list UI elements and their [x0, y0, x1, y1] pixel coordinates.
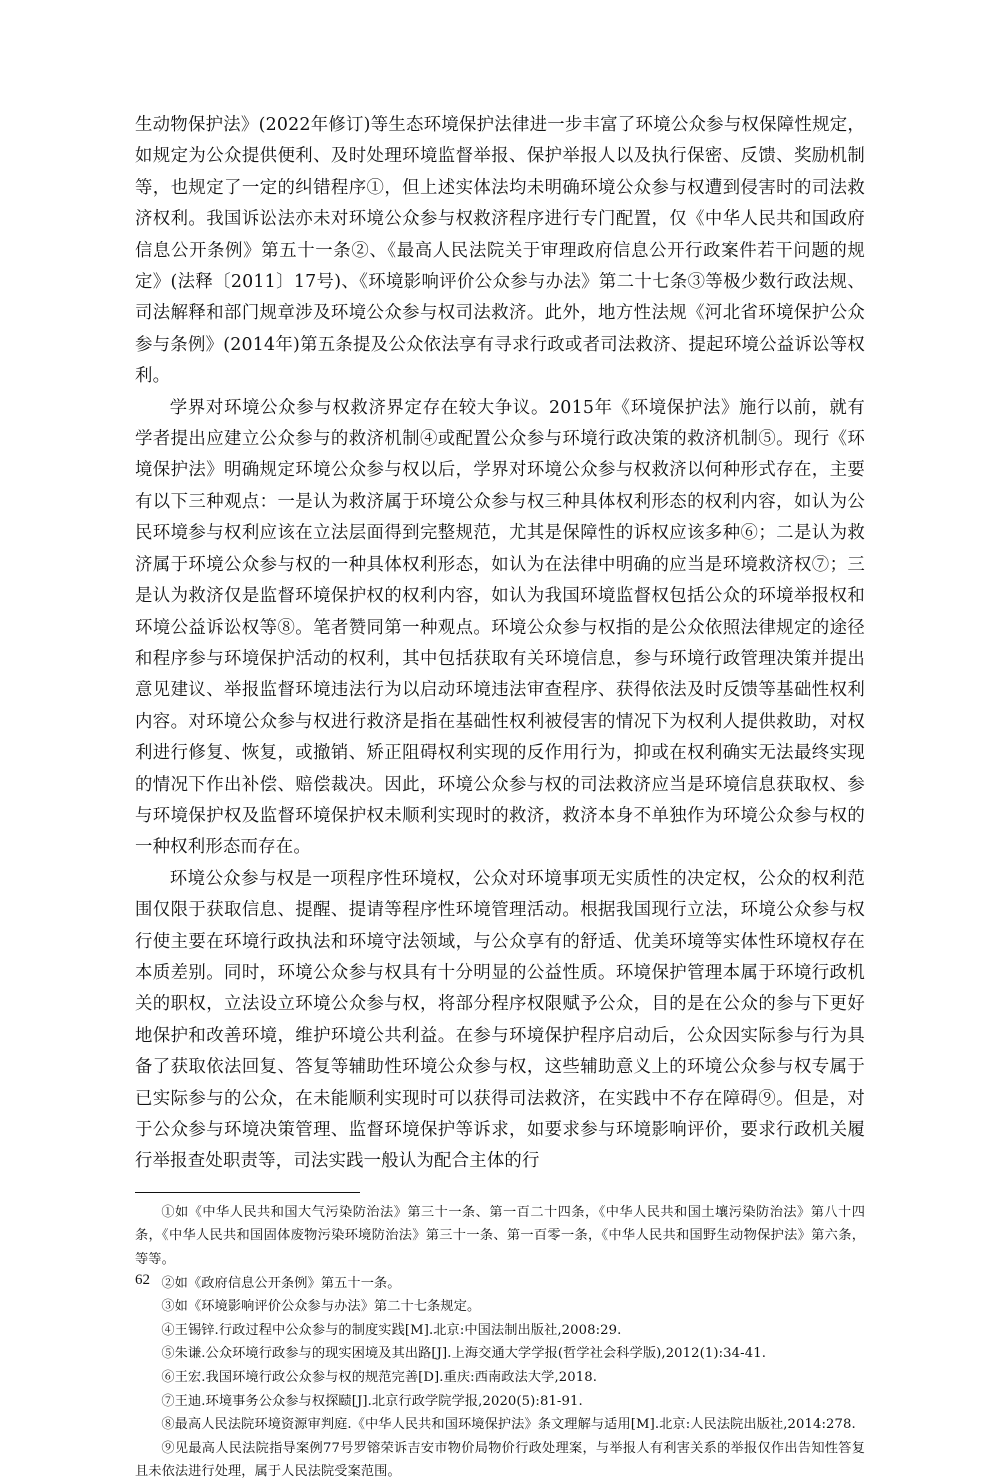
footnote-item: ②如《政府信息公开条例》第五十一条。 — [161, 1275, 401, 1291]
footnote-item: ④王锡锌.行政过程中公众参与的制度实践[M].北京:中国法制出版社,2008:29. — [161, 1322, 622, 1338]
paragraph-1: 生动物保护法》(2022年修订)等生态环境保护法律进一步丰富了环境公众参与权保障性规定，如规定为公众提供便利、及时处理环境监督举报、保护举报人以及执行保密、反馈、奖励机制等，也规定了一定的纠错程序①，但上述实体法均未明确环境公众参与权遭到侵害时的司法救济权利。我国诉讼法亦未对环境公众参与权救济程序进行专门配置，仅《中华人民共和国政府信息公开条例》第五十一条②、《最高人民法院关于审理政府信息公开行政案件若干问题的规定》(法释〔2011〕17号)、《环境影响评价公众参与办法》第二十七条③等极少数行政法规、司法解释和部门规章涉及环境公众参与权司法救济。此外，地方性法规《河北省环境保护公众参与条例》(2014年)第五条提及公众依法享有寻求行政或者司法救济、提起环境公益诉讼等权利。 — [135, 115, 865, 387]
paragraph-3: 环境公众参与权是一项程序性环境权，公众对环境事项无实质性的决定权，公众的权利范围仅限于获取信息、提醒、提请等程序性环境管理活动。根据我国现行立法，环境公众参与权行使主要在环境行政执法和环境守法领域，与公众享有的舒适、优美环境等实体性环境权存在本质差别。同时，环境公众参与权具有十分明显的公益性质。环境保护管理本属于环境行政机关的职权，立法设立环境公众参与权，将部分程序权限赋予公众，目的是在公众的参与下更好地保护和改善环境，维护环境公共利益。在参与环境保护程序启动后，公众因实际参与行为具备了获取依法回复、答复等辅助性环境公众参与权，这些辅助意义上的环境公众参与权专属于已实际参与的公众，在未能顺利实现时可以获得司法救济，在实践中不存在障碍⑨。但是，对于公众参与环境决策管理、监督环境保护等诉求，如要求参与环境影响评价，要求行政机关履行举报查处职责等，司法实践一般认为配合主体的行 — [135, 868, 865, 1172]
footnote-item: ⑧最高人民法院环境资源审判庭.《中华人民共和国环境保护法》条文理解与适用[M].北京:人民法院出版社,2014:278. — [161, 1417, 856, 1433]
footnote-separator-rule — [135, 1192, 360, 1193]
footnote-item: ①如《中华人民共和国大气污染防治法》第三十一条、第一百二十四条，《中华人民共和国土壤污染防治法》第八十四条，《中华人民共和国固体废物污染环境防治法》第三十一条、第一百零一条，《中华人民共和国野生动物保护法》第六条，等等。 — [135, 1204, 865, 1267]
page-number: 62 — [135, 1272, 150, 1288]
footnote-item: ⑨见最高人民法院指导案例77号罗镕荣诉吉安市物价局物价行政处理案，与举报人有利害关系的举报仅作出告知性答复且未依法进行处理，属于人民法院受案范围。 — [135, 1440, 865, 1480]
body-text-block — [135, 110, 865, 1178]
footnote-item: ⑤朱谦.公众环境行政参与的现实困境及其出路[J].上海交通大学学报(哲学社会科学版),2012(1):34-41. — [161, 1346, 766, 1362]
footnote-item: ⑥王宏.我国环境行政公众参与权的规范完善[D].重庆:西南政法大学,2018. — [161, 1369, 597, 1385]
paragraph-2: 学界对环境公众参与权救济界定存在较大争议。2015年《环境保护法》施行以前，就有学者提出应建立公众参与的救济机制④或配置公众参与环境行政决策的救济机制⑤。现行《环境保护法》明确规定环境公众参与权以后，学界对环境公众参与权救济以何种形式存在，主要有以下三种观点：一是认为救济属于环境公众参与权三种具体权利形态的权利内容，如认为公民环境参与权利应该在立法层面得到完整规范，尤其是保障性的诉权应该多种⑥；二是认为救济属于环境公众参与权的一种具体权利形态，如认为在法律中明确的应当是环境救济权⑦；三是认为救济仅是监督环境保护权的权利内容，如认为我国环境监督权包括公众的环境举报权和环境公益诉讼权等⑧。笔者赞同第一种观点。环境公众参与权指的是公众依照法律规定的途径和程序参与环境保护活动的权利，其中包括获取有关环境信息，参与环境行政管理决策并提出意见建议、举报监督环境违法行为以启动环境违法审查程序、获得依法及时反馈等基础性权利内容。对环境公众参与权进行救济是指在基础性权利被侵害的情况下为权利人提供救助，对权利进行修复、恢复，或撤销、矫正阻碍权利实现的反作用行为，抑或在权利确实无法最终实现的情况下作出补偿、赔偿裁决。因此，环境公众参与权的司法救济应当是环境信息获取权、参与环境保护权及监督环境保护权未顺利实现时的救济，救济本身不单独作为环境公众参与权的一种权利形态而存在。 — [135, 397, 865, 858]
footnote-item: ③如《环境影响评价公众参与办法》第二十七条规定。 — [161, 1299, 481, 1315]
footnotes-block — [135, 1201, 865, 1484]
footnote-item: ⑦王迪.环境事务公众参与权探赜[J].北京行政学院学报,2020(5):81-91. — [161, 1393, 583, 1409]
